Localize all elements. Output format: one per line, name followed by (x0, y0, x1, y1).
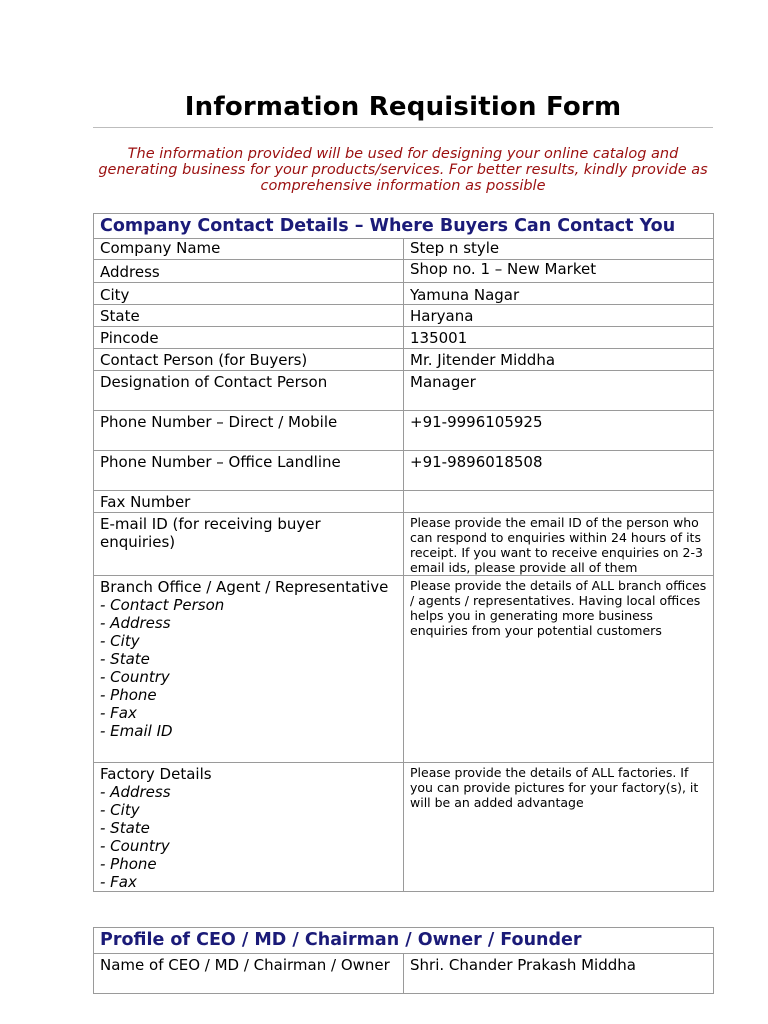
branch-sub-item: - Country (100, 668, 170, 686)
ceo-profile-table (93, 927, 714, 994)
factory-sub-item: - City (100, 801, 140, 819)
row-value: +91-9896018508 (404, 451, 714, 491)
branch-sub-item: - Contact Person (100, 596, 225, 614)
table-row (94, 239, 714, 260)
form-title: Information Requisition Form (184, 92, 622, 122)
table-row (94, 411, 714, 451)
row-value: +91-9996105925 (404, 411, 714, 451)
branch-sub-item: - State (100, 650, 150, 668)
table-row (94, 954, 714, 994)
factory-sub-item: - State (100, 819, 150, 837)
table-row (94, 451, 714, 491)
factory-note: Please provide the details of ALL factories. If you can provide pictures for your factory(s), it will be an added advantage (410, 765, 699, 810)
row-label: Company Name (94, 239, 404, 260)
row-value: Manager (404, 371, 714, 411)
branch-sub-item: - Fax (100, 704, 137, 722)
company-contact-table (93, 213, 714, 892)
row-value: Step n style (404, 239, 714, 260)
branch-label: Branch Office / Agent / Representative (100, 578, 389, 596)
row-value (404, 491, 714, 513)
branch-sub-item: - Phone (100, 686, 157, 704)
row-label (94, 576, 404, 763)
title-divider (93, 127, 713, 128)
table-row (94, 283, 714, 305)
row-label: E-mail ID (for receiving buyer enquiries) (94, 513, 404, 576)
row-label: Address (94, 260, 404, 283)
row-label: City (94, 283, 404, 305)
row-label: Designation of Contact Person (94, 371, 404, 411)
table-row (94, 513, 714, 576)
row-label: Pincode (94, 327, 404, 349)
section-header-ceo-profile: Profile of CEO / MD / Chairman / Owner / Founder (94, 928, 714, 954)
row-label: Fax Number (94, 491, 404, 513)
row-value: Yamuna Nagar (404, 283, 714, 305)
table-row (94, 260, 714, 283)
intro-text: The information provided will be used for designing your online catalog and generating business for your products/services. For better results, kindly provide as comprehensive information as possible (98, 146, 708, 194)
factory-sub-item: - Country (100, 837, 170, 855)
branch-note: Please provide the details of ALL branch offices / agents / representatives. Having local offices helps you in generating more business enquiries from your potential customers (410, 578, 707, 638)
row-value: Shop no. 1 – New Market (404, 260, 714, 283)
table-row (94, 371, 714, 411)
row-label: Phone Number – Office Landline (94, 451, 404, 491)
table-row (94, 763, 714, 892)
branch-sub-item: - City (100, 632, 140, 650)
row-label: Contact Person (for Buyers) (94, 349, 404, 371)
branch-sub-item: - Email ID (100, 722, 173, 740)
row-value: 135001 (404, 327, 714, 349)
branch-sub-item: - Address (100, 614, 171, 632)
factory-sub-item: - Fax (100, 873, 137, 891)
row-note (404, 763, 714, 892)
table-row (94, 576, 714, 763)
row-label (94, 763, 404, 892)
table-row (94, 305, 714, 327)
factory-sub-item: - Phone (100, 855, 157, 873)
factory-label: Factory Details (100, 765, 212, 783)
row-value: Haryana (404, 305, 714, 327)
section-header-company-contact: Company Contact Details – Where Buyers Can Contact You (94, 214, 714, 239)
row-note (404, 513, 714, 576)
row-value: Mr. Jitender Middha (404, 349, 714, 371)
row-label: Phone Number – Direct / Mobile (94, 411, 404, 451)
row-label: State (94, 305, 404, 327)
row-label: Name of CEO / MD / Chairman / Owner (94, 954, 404, 994)
table-row (94, 327, 714, 349)
email-note: Please provide the email ID of the person who can respond to enquiries within 24 hours of its receipt. If you want to receive enquiries on 2-3 email ids, please provide all of them (410, 515, 703, 575)
factory-sub-item: - Address (100, 783, 171, 801)
row-value: Shri. Chander Prakash Middha (404, 954, 714, 994)
table-row (94, 491, 714, 513)
table-row (94, 349, 714, 371)
row-note (404, 576, 714, 763)
